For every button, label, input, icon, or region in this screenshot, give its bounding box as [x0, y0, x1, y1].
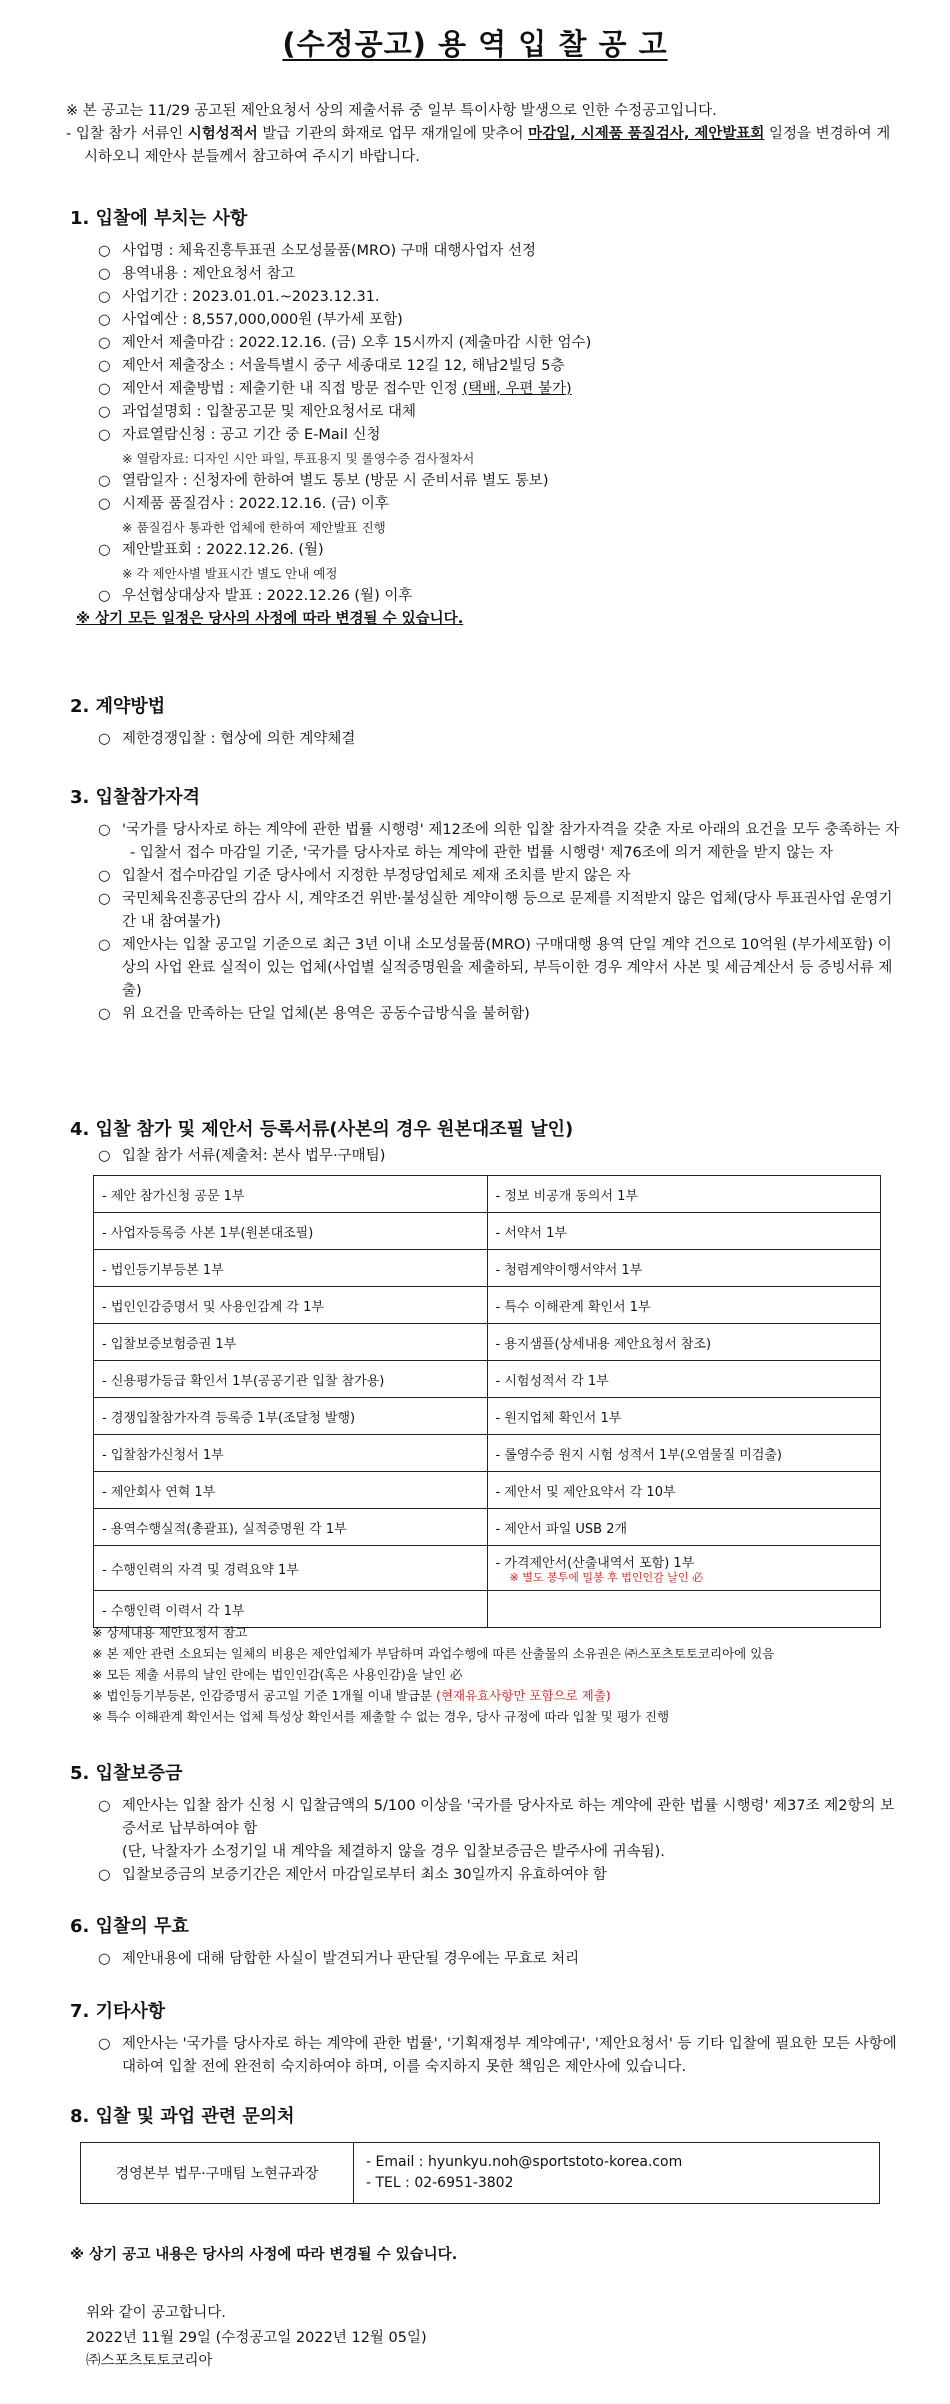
closing-text: 위와 같이 공고합니다. [86, 2305, 226, 2321]
table-row [94, 1509, 881, 1546]
table-cell: - 제안회사 연혁 1부 [94, 1472, 488, 1509]
list-item: ○ 입찰보증금의 보증기간은 제안서 마감일로부터 최소 30일까지 유효하여야 함 [98, 1867, 607, 1883]
list-item: ○ 과업설명회 : 입찰공고문 및 제안요청서로 대체 [98, 404, 417, 420]
list-item: ○ 입찰서 접수마감일 기준 당사에서 지정한 부정당업체로 제재 조치를 받지 않은 자 [98, 868, 631, 884]
table-cell: - 경쟁입찰참가자격 등록증 1부(조달청 발행) [94, 1398, 488, 1435]
table-cell: - 용역수행실적(총괄표), 실적증명원 각 1부 [94, 1509, 488, 1546]
list-item: ○ 제안서 제출장소 : 서울특별시 중구 세종대로 12길 12, 해남2빌딩 5층 [98, 358, 565, 374]
section-heading: 8. 입찰 및 과업 관련 문의처 [70, 2106, 295, 2127]
sub-note: ※ 열람자료: 디자인 시안 파일, 투표용지 및 롤영수증 검사절차서 [122, 451, 475, 466]
list-item: ○ 용역내용 : 제안요청서 참고 [98, 266, 295, 282]
section-heading: 1. 입찰에 부치는 사항 [70, 208, 248, 229]
note-line: ※ 법인등기부등본, 인감증명서 공고일 기준 1개월 이내 발급분 (현재유효사항만 포함으로 제출) [92, 1688, 611, 1703]
section-heading: 2. 계약방법 [70, 696, 166, 717]
footer-closing [86, 2302, 916, 2373]
sub-note: ※ 품질검사 통과한 업체에 한하여 제안발표 진행 [122, 520, 386, 535]
documents-table [93, 1175, 881, 1628]
contact-table [80, 2142, 880, 2204]
list-item: ○ 제안사는 입찰 공고일 기준으로 최근 3년 이내 소모성물품(MRO) 구매대행 용역 단일 계약 건으로 10억원 (부가세포함) 이상의 사업 완료 실적이 있는 업체(사업별 실적증명원을 제출하되, 부득이한 경우 계약서 사본 및 세금계산서 등 증빙서류 제출) [98, 937, 893, 999]
notice-detail: - 입찰 참가 서류인 시험성적서 발급 기관의 화재로 업무 재개일에 맞추어 마감일, 시제품 품질검사, 제안발표회 일정을 변경하여 게시하오니 제안사 분들께서 참고하여 주시기 바랍니다. [66, 126, 891, 165]
section-heading: 4. 입찰 참가 및 제안서 등록서류(사본의 경우 원본대조필 날인) [70, 1119, 574, 1140]
note-line: ※ 상세내용 제안요청서 참고 [92, 1625, 248, 1640]
list-item: ○ 제안사는 입찰 참가 신청 시 입찰금액의 5/100 이상을 '국가를 당사자로 하는 계약에 관한 법률 시행령' 제37조 제2항의 보증서로 납부하여야 함 [98, 1798, 895, 1837]
table-cell: - 제안 참가신청 공문 1부 [94, 1176, 488, 1213]
table-row [94, 1398, 881, 1435]
table-cell: - 법인등기부등본 1부 [94, 1250, 488, 1287]
list-item: ○ 제안서 제출방법 : 제출기한 내 직접 방문 접수만 인정 (택배, 우편 불가) [98, 381, 572, 397]
section-qualification [70, 786, 900, 1026]
table-row [94, 1324, 881, 1361]
price-proposal-label: - 가격제안서(산출내역서 포함) 1부 [495, 1555, 695, 1571]
contact-phone: - TEL : 02-6951-3802 [366, 2175, 514, 2191]
list-item: ○ 사업기간 : 2023.01.01.~2023.12.31. [98, 289, 380, 305]
table-cell [487, 1546, 881, 1591]
list-subitem: - 입찰서 접수 마감일 기준, '국가를 당사자로 하는 계약에 관한 법률 시행령' 제76조에 의거 제한을 받지 않는 자 [130, 845, 833, 861]
schedule-warning: ※ 상기 모든 일정은 당사의 사정에 따라 변경될 수 있습니다. [76, 611, 464, 627]
contact-details [354, 2143, 880, 2204]
table-cell: - 청렴계약이행서약서 1부 [487, 1250, 881, 1287]
table-row [94, 1435, 881, 1472]
section-misc [70, 2000, 900, 2079]
list-item: ○ 제안내용에 대해 담합한 사실이 발견되거나 판단될 경우에는 무효로 처리 [98, 1951, 580, 1967]
table-cell: - 시험성적서 각 1부 [487, 1361, 881, 1398]
list-item: ○ 열람일자 : 신청자에 한하여 별도 통보 (방문 시 준비서류 별도 통보) [98, 473, 549, 489]
section-heading: 6. 입찰의 무효 [70, 1916, 189, 1937]
section-contract-method [70, 695, 900, 751]
sub-note: ※ 각 제안사별 발표시간 별도 안내 예정 [122, 566, 338, 581]
note-line: ※ 본 제안 관련 소요되는 일체의 비용은 제안업체가 부담하며 과업수행에 따른 산출물의 소유권은 ㈜스포츠토토코리아에 있음 [92, 1646, 775, 1661]
section-documents [70, 1118, 900, 1168]
revision-notice [66, 100, 896, 169]
table-cell: - 수행인력 이력서 각 1부 [94, 1591, 488, 1628]
table-cell: - 제안서 및 제안요약서 각 10부 [487, 1472, 881, 1509]
table-cell: - 신용평가등급 확인서 1부(공공기관 입찰 참가용) [94, 1361, 488, 1398]
table-cell: - 정보 비공개 동의서 1부 [487, 1176, 881, 1213]
table-row [94, 1287, 881, 1324]
list-item: ○ 제안사는 '국가를 당사자로 하는 계약에 관한 법률', '기획재정부 계약예규', '제안요청서' 등 기타 입찰에 필요한 모든 사항에 대하여 입찰 전에 완전히 숙지하여야 하며, 이를 숙지하지 못한 책임은 제안사에 있습니다. [98, 2036, 897, 2075]
documents-notes [92, 1622, 912, 1727]
section-bid-items [70, 207, 900, 631]
table-cell: - 용지샘플(상세내용 제안요청서 참조) [487, 1324, 881, 1361]
table-cell: - 사업자등록증 사본 1부(원본대조필) [94, 1213, 488, 1250]
price-proposal-note: ※ 별도 봉투에 밀봉 후 법인인감 날인 必 [509, 1570, 703, 1584]
footer-warning: ※ 상기 공고 내용은 당사의 사정에 따라 변경될 수 있습니다. [70, 2247, 458, 2263]
list-item: ○ 시제품 품질검사 : 2022.12.16. (금) 이후 [98, 496, 389, 512]
list-item: ○ 사업예산 : 8,557,000,000원 (부가세 포함) [98, 312, 403, 328]
list-item: ○ 국민체육진흥공단의 감사 시, 계약조건 위반·불성실한 계약이행 등으로 문제를 지적받지 않은 업체(당사 투표권사업 운영기간 내 참여불가) [98, 891, 893, 930]
section-deposit [70, 1762, 900, 1887]
table-cell: - 제안서 파일 USB 2개 [487, 1509, 881, 1546]
table-row [81, 2143, 880, 2204]
list-item: ○ 제안서 제출마감 : 2022.12.16. (금) 오후 15시까지 (제출마감 시한 엄수) [98, 335, 592, 351]
section-heading: 5. 입찰보증금 [70, 1763, 183, 1784]
table-cell: - 법인인감증명서 및 사용인감계 각 1부 [94, 1287, 488, 1324]
section-invalidity [70, 1915, 900, 1971]
list-item: ○ 제안발표회 : 2022.12.26. (월) [98, 542, 324, 558]
list-item: ○ 사업명 : 체육진흥투표권 소모성물품(MRO) 구매 대행사업자 선정 [98, 243, 537, 259]
list-item: ○ 자료열람신청 : 공고 기간 중 E-Mail 신청 [98, 427, 381, 443]
table-row [94, 1546, 881, 1591]
table-cell: - 입찰보증보험증권 1부 [94, 1324, 488, 1361]
table-cell: - 서약서 1부 [487, 1213, 881, 1250]
table-cell: - 롤영수증 원지 시험 성적서 1부(오염물질 미검출) [487, 1435, 881, 1472]
list-item: ○ 위 요건을 만족하는 단일 업체(본 용역은 공동수급방식을 불허함) [98, 1006, 530, 1022]
table-row [94, 1250, 881, 1287]
table-row [94, 1472, 881, 1509]
contact-email: - Email : hyunkyu.noh@sportstoto-korea.com [366, 2154, 683, 2170]
section-heading: 3. 입찰참가자격 [70, 787, 200, 808]
notice-line: ※ 본 공고는 11/29 공고된 제안요청서 상의 제출서류 중 일부 특이사항 발생으로 인한 수정공고입니다. [66, 103, 717, 119]
list-item: ○ '국가를 당사자로 하는 계약에 관한 법률 시행령' 제12조에 의한 입찰 참가자격을 갖춘 자로 아래의 요건을 모두 충족하는 자 [98, 822, 900, 838]
table-row [94, 1213, 881, 1250]
note-line: ※ 모든 제출 서류의 날인 란에는 법인인감(혹은 사용인감)을 날인 必 [92, 1667, 463, 1682]
list-item: ○ 우선협상대상자 발표 : 2022.12.26 (월) 이후 [98, 588, 413, 604]
table-cell: - 특수 이해관계 확인서 1부 [487, 1287, 881, 1324]
list-item: ○ 제한경쟁입찰 : 협상에 의한 계약체결 [98, 731, 356, 747]
table-row [94, 1361, 881, 1398]
note-line: ※ 특수 이해관계 확인서는 업체 특성상 확인서를 제출할 수 없는 경우, 당사 규정에 따라 입찰 및 평가 진행 [92, 1709, 670, 1724]
page-title: (수정공고) 용 역 입 찰 공 고 [282, 27, 668, 61]
announcement-date: 2022년 11월 29일 (수정공고일 2022년 12월 05일) [86, 2330, 427, 2346]
list-subitem: (단, 낙찰자가 소정기일 내 계약을 체결하지 않을 경우 입찰보증금은 발주사에 귀속됨). [122, 1844, 665, 1860]
table-cell: - 원지업체 확인서 1부 [487, 1398, 881, 1435]
table-row [94, 1176, 881, 1213]
table-cell: - 수행인력의 자격 및 경력요약 1부 [94, 1546, 488, 1591]
section-heading: 7. 기타사항 [70, 2001, 166, 2022]
contact-person: 경영본부 법무·구매팀 노현규과장 [81, 2143, 354, 2204]
company-name: ㈜스포츠토토코리아 [86, 2353, 213, 2369]
section-contact [70, 2105, 900, 2138]
table-cell: - 입찰참가신청서 1부 [94, 1435, 488, 1472]
list-item: ○ 입찰 참가 서류(제출처: 본사 법무·구매팀) [98, 1148, 386, 1164]
